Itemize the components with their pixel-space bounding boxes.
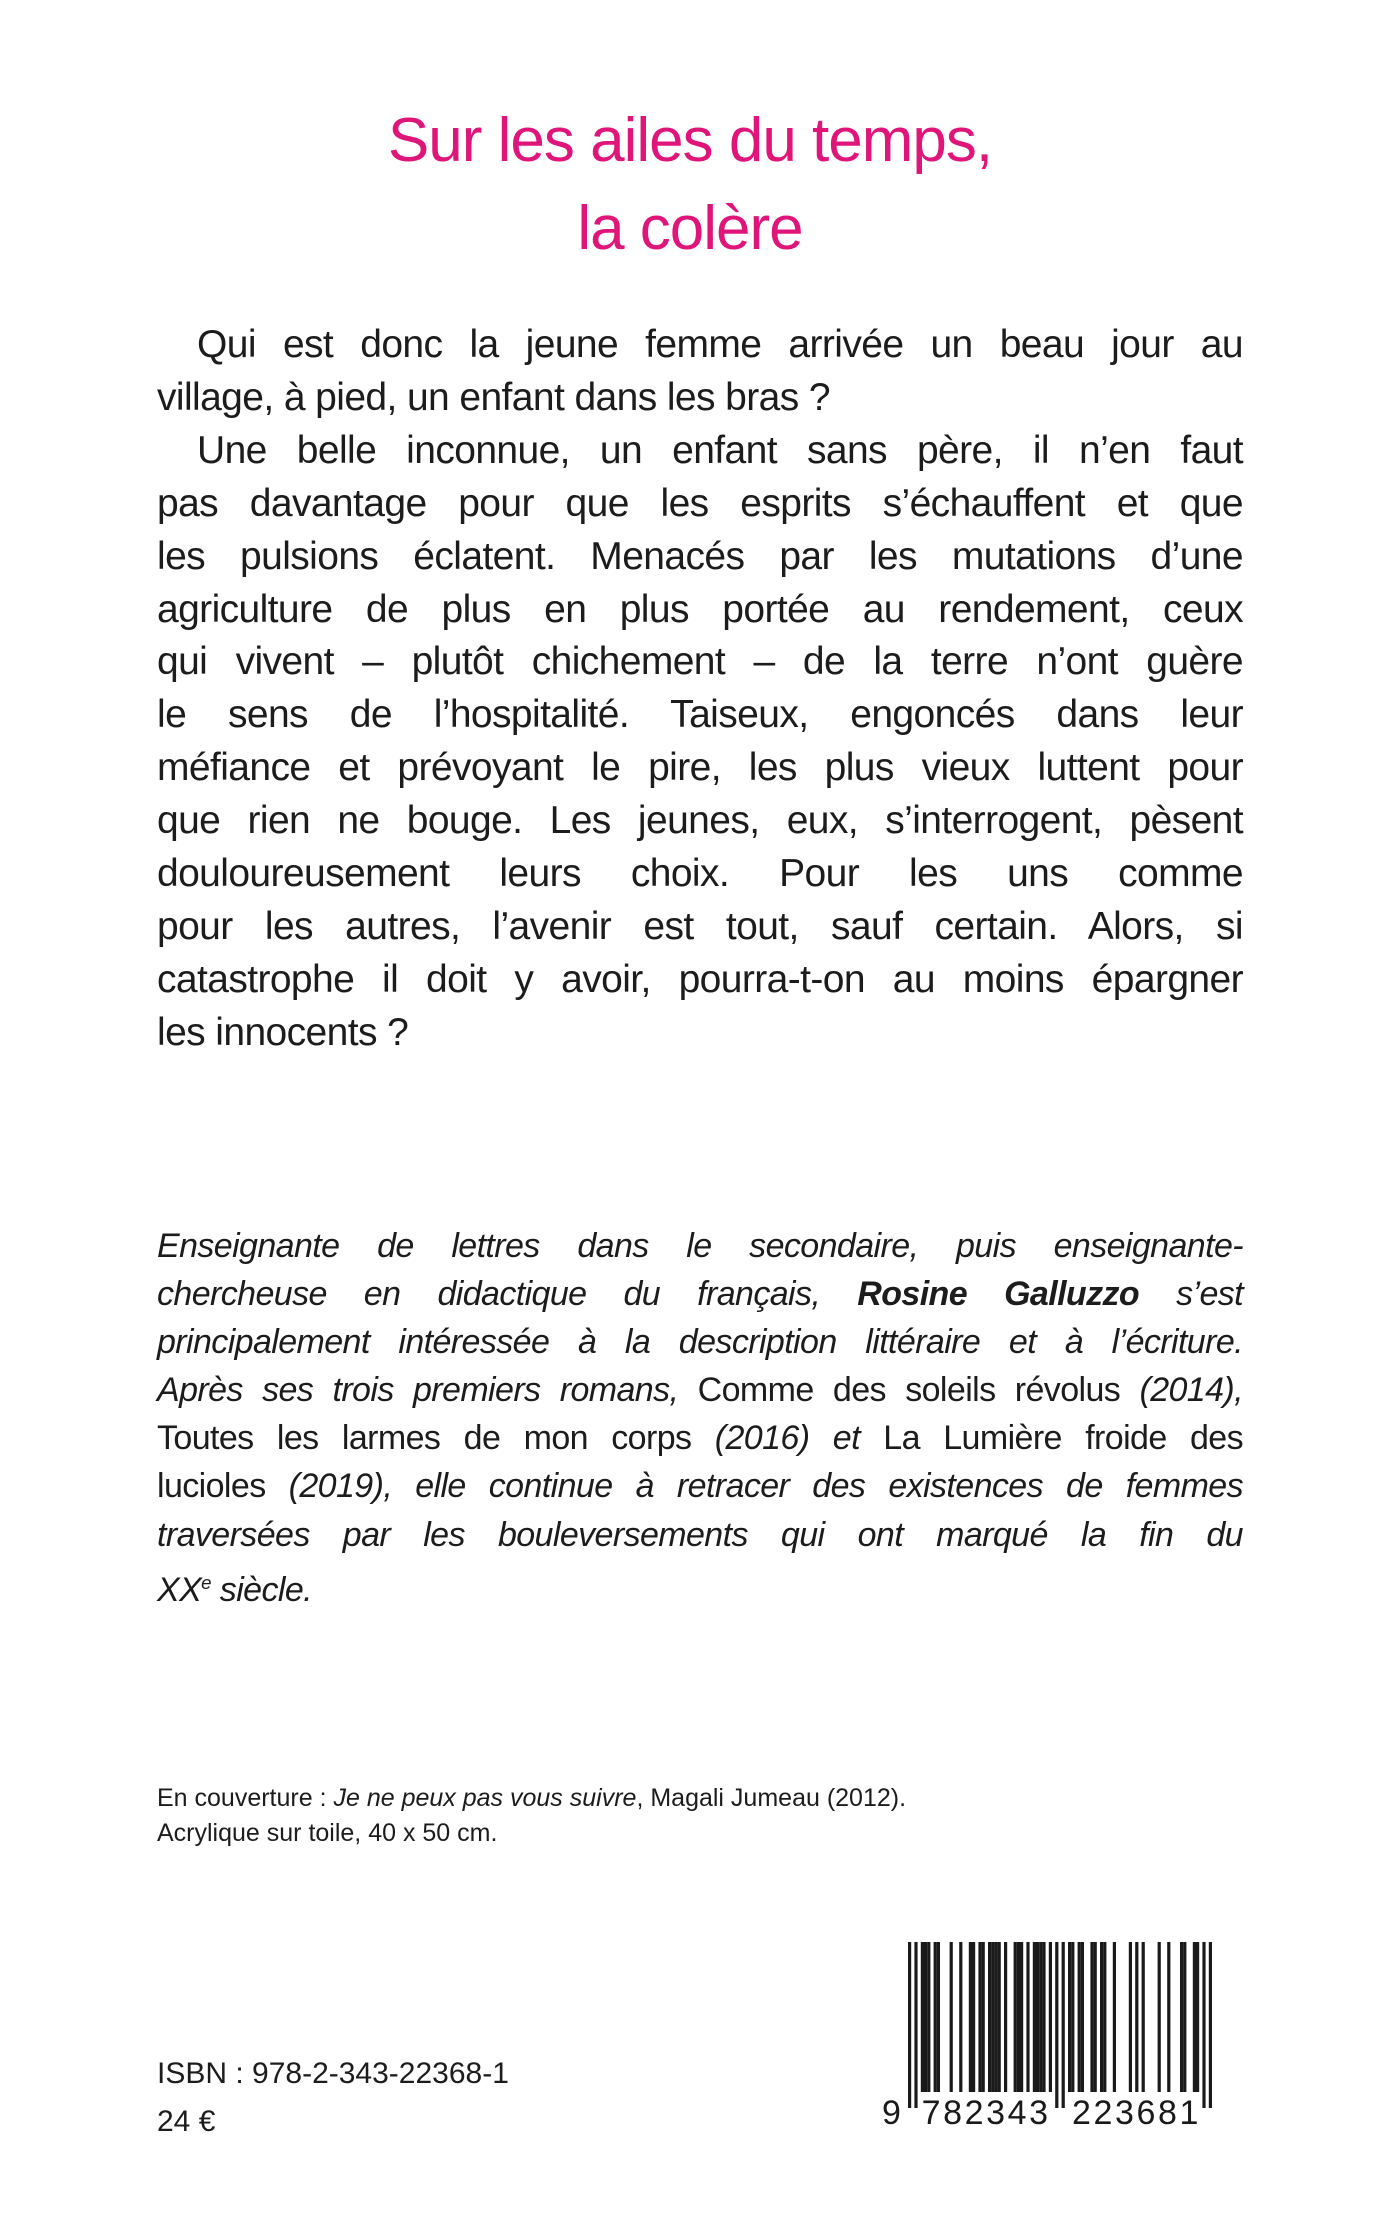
synopsis-line	[157, 954, 1243, 1007]
barcode-bar	[1196, 1942, 1199, 2092]
bio-text: e	[201, 1571, 211, 1593]
synopsis-line	[157, 425, 1243, 478]
barcode-bar	[978, 1942, 981, 2092]
barcode-bar	[924, 1942, 927, 2092]
barcode-bar	[988, 1942, 991, 2092]
synopsis-line	[157, 742, 1243, 795]
barcode-bar	[1142, 1942, 1145, 2092]
synopsis-line	[157, 584, 1243, 637]
barcode-bar	[1193, 1942, 1196, 2092]
cover-credit-line	[157, 1781, 906, 1816]
barcode-bar	[1113, 1942, 1116, 2092]
bio-line	[157, 1511, 1243, 1559]
book-title-reference: Comme des soleils révolus	[697, 1371, 1140, 1410]
synopsis-text: que rien ne bouge. Les jeunes, eux, s’interrogent, pèsent	[157, 799, 1243, 843]
synopsis-text: pas davantage pour que les esprits s’échauffent et que	[157, 481, 1243, 525]
barcode-bar	[991, 1942, 994, 2092]
synopsis-line	[157, 689, 1243, 742]
bio-line	[157, 1559, 1243, 1614]
synopsis-line	[157, 901, 1243, 954]
synopsis-line	[157, 478, 1243, 531]
synopsis-text: le sens de l’hospitalité. Taiseux, engoncés dans leur	[157, 693, 1243, 737]
synopsis-line	[157, 531, 1243, 584]
bio-text: chercheuse en didactique du français,	[157, 1275, 858, 1314]
synopsis-line	[157, 1007, 1243, 1060]
barcode-bar	[972, 1942, 975, 2092]
synopsis-text: qui vivent – plutôt chichement – de la terre n’ont guère	[157, 640, 1243, 684]
bio-line	[157, 1366, 1243, 1414]
synopsis-paragraph	[157, 319, 1243, 1060]
bio-text: XX	[157, 1570, 202, 1609]
bio-text: (2014),	[1139, 1371, 1243, 1410]
barcode-bar	[1094, 1942, 1097, 2092]
barcode-bar	[1103, 1942, 1106, 2092]
barcode-bar	[1014, 1942, 1017, 2092]
barcode-bar	[1081, 1942, 1084, 2092]
barcode-bar	[1039, 1942, 1042, 2092]
book-title-reference: lucioles	[157, 1467, 289, 1506]
bio-line	[157, 1318, 1243, 1366]
barcode-guard-bar	[908, 1942, 911, 2108]
author-biography	[157, 1222, 1243, 1614]
barcode-bar	[1026, 1942, 1029, 2092]
bio-line	[157, 1270, 1243, 1318]
synopsis-text: Qui est donc la jeune femme arrivée un beau jour au	[197, 323, 1243, 366]
book-title-line-1: Sur les ailes du temps,	[387, 106, 993, 175]
synopsis-line	[157, 319, 1243, 372]
barcode-bar	[934, 1942, 937, 2092]
barcode-guard-bar	[1209, 1942, 1212, 2108]
barcode-digit-first: 9	[882, 2094, 901, 2132]
barcode-bar	[994, 1942, 997, 2092]
barcode-bar	[1036, 1942, 1039, 2092]
artwork-medium: Acrylique sur toile, 40 x 50 cm.	[157, 1819, 498, 1847]
synopsis-text: village, à pied, un enfant dans les bras ?	[157, 375, 830, 419]
credit-label: En couverture :	[157, 1784, 334, 1812]
book-title-line-2: la colère	[577, 194, 803, 263]
bio-text: traversées par les bouleversements qui ont marqué la fin du	[157, 1515, 1243, 1554]
barcode-bar	[1004, 1942, 1007, 2092]
bio-line	[157, 1222, 1243, 1270]
barcode-bar	[937, 1942, 940, 2092]
bio-text: (2019), elle continue à retracer des existences de femmes	[288, 1467, 1243, 1506]
barcode-bar	[969, 1942, 972, 2092]
synopsis-line	[157, 848, 1243, 901]
barcode-guard-bar	[1202, 1942, 1205, 2108]
artist-and-year: , Magali Jumeau (2012).	[636, 1784, 907, 1812]
barcode-bar	[998, 1942, 1001, 2092]
bio-text: siècle.	[210, 1570, 312, 1609]
synopsis-text: méfiance et prévoyant le pire, les plus vieux luttent pour	[157, 746, 1243, 790]
synopsis-text: les innocents ?	[157, 1010, 409, 1054]
book-title-reference: Toutes les larmes de mon corps	[157, 1419, 715, 1458]
barcode-guard-bar	[1062, 1942, 1065, 2108]
bio-line	[157, 1414, 1243, 1462]
barcode-icon	[880, 1942, 1242, 2132]
barcode-bar	[1033, 1942, 1036, 2092]
synopsis-text: catastrophe il doit y avoir, pourra-t-on au moins épargner	[157, 957, 1243, 1001]
synopsis-text: pour les autres, l’avenir est tout, sauf certain. Alors, si	[157, 904, 1243, 948]
synopsis-text: les pulsions éclatent. Menacés par les mutations d’une	[157, 534, 1243, 578]
barcode-bar	[959, 1942, 962, 2092]
cover-credits	[157, 1781, 906, 1851]
synopsis-text: Une belle inconnue, un enfant sans père, il n’en faut	[197, 428, 1243, 472]
barcode-bar	[1068, 1942, 1071, 2092]
barcode-bar	[1017, 1942, 1020, 2092]
artwork-title: Je ne peux pas vous suivre	[333, 1784, 637, 1812]
barcode-digits-right: 223681	[1072, 2094, 1199, 2132]
barcode-bar	[1129, 1942, 1132, 2092]
barcode-bar	[921, 1942, 924, 2092]
bio-text: s’est	[1139, 1275, 1244, 1314]
synopsis-text: douloureusement leurs choix. Pour les uns comme	[157, 852, 1243, 896]
barcode-bar	[1135, 1942, 1138, 2092]
bio-text: principalement intéressée à la description littéraire et à l’écriture.	[157, 1323, 1243, 1362]
synopsis-line	[157, 372, 1243, 425]
barcode-bar	[1071, 1942, 1074, 2092]
barcode-bar	[1167, 1942, 1170, 2092]
ean13-barcode	[880, 1942, 1242, 2132]
synopsis-text: agriculture de plus en plus portée au rendement, ceux	[157, 587, 1243, 631]
barcode-bar	[1090, 1942, 1093, 2092]
barcode-digits-left: 782343	[921, 2094, 1048, 2132]
author-name: Rosine Galluzzo	[857, 1275, 1140, 1314]
synopsis-line	[157, 636, 1243, 689]
bio-text: (2016) et	[714, 1419, 884, 1458]
synopsis-line	[157, 795, 1243, 848]
barcode-guard-bar	[1055, 1942, 1058, 2108]
bio-text: Après ses trois premiers romans,	[157, 1371, 698, 1410]
bio-line	[157, 1462, 1243, 1510]
barcode-bar	[950, 1942, 953, 2092]
barcode-guard-bar	[914, 1942, 917, 2108]
isbn-number: ISBN : 978-2-343-22368-1	[157, 2057, 509, 2090]
bio-text: Enseignante de lettres dans le secondaire, puis enseignante-	[157, 1227, 1243, 1265]
barcode-bar	[927, 1942, 930, 2092]
barcode-bar	[1020, 1942, 1023, 2092]
barcode-bar	[1100, 1942, 1103, 2092]
barcode-bar	[1158, 1942, 1161, 2092]
barcode-bar	[1180, 1942, 1183, 2092]
publication-info	[157, 2050, 509, 2146]
barcode-bar	[982, 1942, 985, 2092]
book-title-reference: La Lumière froide des	[883, 1419, 1244, 1458]
price: 24 €	[157, 2105, 216, 2138]
barcode-bar	[1042, 1942, 1045, 2092]
barcode-bar	[1183, 1942, 1186, 2092]
barcode-bar	[1078, 1942, 1081, 2092]
barcode-bar	[1049, 1942, 1052, 2092]
